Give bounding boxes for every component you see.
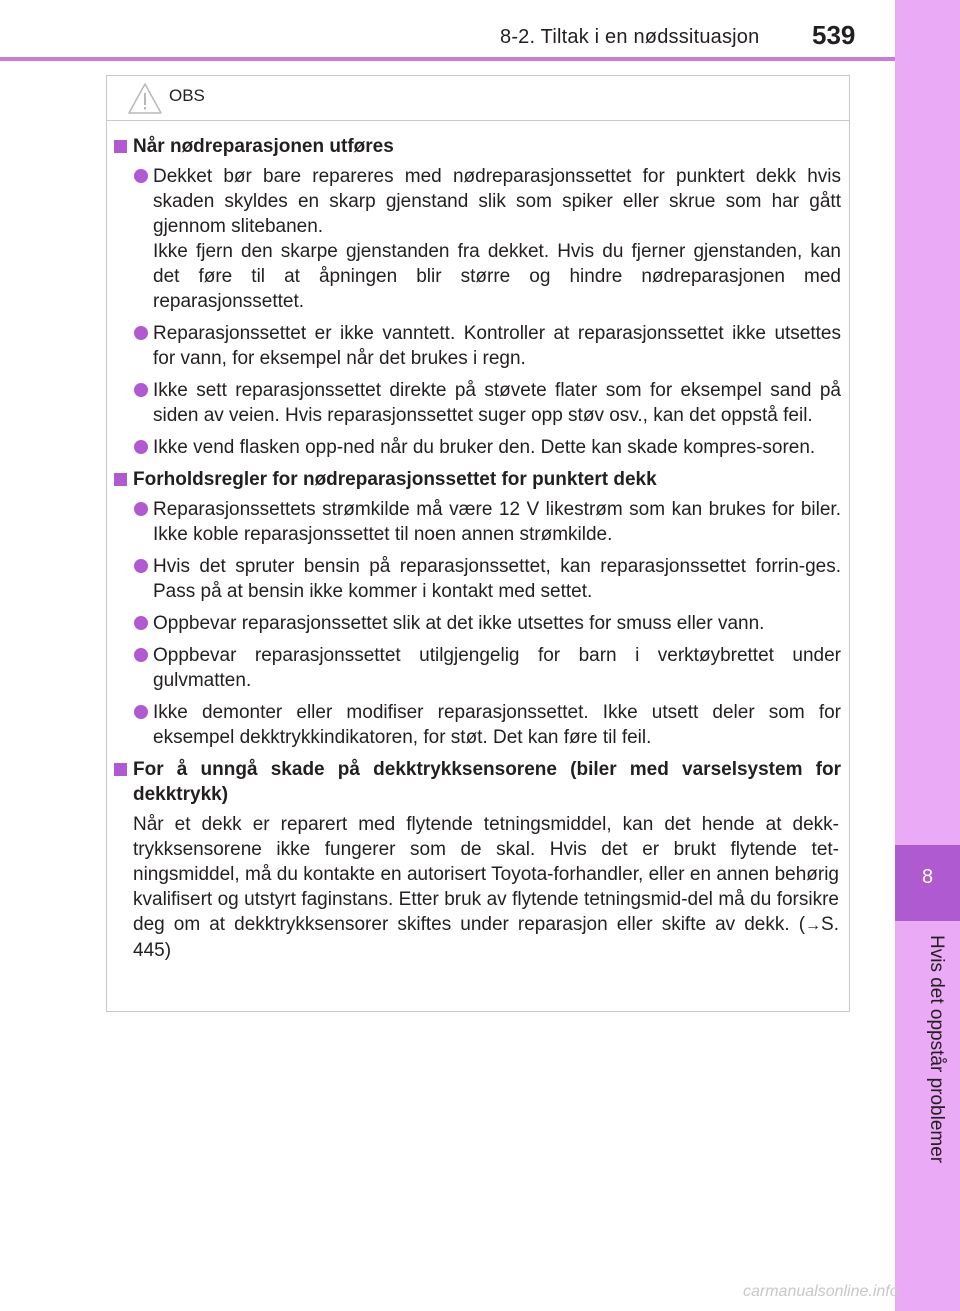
round-bullet-icon (134, 440, 148, 454)
section-heading: Forholdsregler for nødreparasjonssettet for punktert dekk (107, 467, 849, 492)
bullet-item (107, 643, 849, 693)
round-bullet-icon (134, 169, 148, 183)
round-bullet-icon (134, 559, 148, 573)
bullet-item (107, 321, 849, 371)
round-bullet-icon (134, 705, 148, 719)
bullet-text: Reparasjonssettets strømkilde må være 12 V likestrøm som kan brukes for biler. Ikke koble reparasjonssettet til noen annen strømkilde. (153, 499, 841, 545)
chapter-number: 8 (921, 866, 934, 888)
warning-triangle-icon (127, 82, 163, 115)
page-number: 539 (812, 20, 856, 50)
bullet-text: Dekket bør bare repareres med nødreparasjonssettet for punktert dekk hvis skaden skyldes en skarp gjenstand slik som spiker eller skrue som har gått gjennom slitebanen. (153, 166, 841, 237)
notice-header (107, 76, 849, 121)
notice-box (106, 75, 850, 1012)
bullet-text: Ikke fjern den skarpe gjenstanden fra dekket. Hvis du fjerner gjenstanden, kan det føre til at åpningen blir større og hindre nødreparasjonen med reparasjonssettet. (153, 241, 841, 312)
watermark: carmanualsonline.info (743, 1283, 899, 1300)
square-bullet-icon (114, 473, 127, 486)
bullet-item (107, 164, 849, 314)
square-bullet-icon (114, 140, 127, 153)
notice-label: OBS (169, 86, 205, 105)
bullet-text: Ikke sett reparasjonssettet direkte på støvete flater som for eksempel sand på siden av veien. Hvis reparasjonssettet suger opp støv osv., kan det oppstå feil. (153, 380, 841, 426)
reference-arrow-icon: → (805, 917, 822, 934)
bullet-text: Hvis det spruter bensin på reparasjonssettet, kan reparasjonssettet forrin-ges. Pass på at bensin ikke kommer i kontakt med settet. (153, 556, 841, 602)
bullet-text: Oppbevar reparasjonssettet slik at det ikke utsettes for smuss eller vann. (153, 613, 765, 634)
section-title: 8-2. Tiltak i en nødssituasjon (500, 26, 760, 48)
bullet-item (107, 700, 849, 750)
bullet-item (107, 611, 849, 636)
round-bullet-icon (134, 326, 148, 340)
page-reference-link[interactable]: S. 445) (133, 914, 839, 961)
header-rule (0, 57, 895, 61)
bullet-item (107, 554, 849, 604)
bullet-text: Reparasjonssettet er ikke vanntett. Kontroller at reparasjonssettet ikke utsettes for vann, for eksempel når det brukes i regn. (153, 323, 841, 369)
chapter-title: Hvis det oppstår problemer (926, 935, 947, 1164)
round-bullet-icon (134, 383, 148, 397)
section-heading: For å unngå skade på dekktrykksensorene (biler med varselsystem for dekktrykk) (107, 757, 849, 807)
round-bullet-icon (134, 502, 148, 516)
bullet-item (107, 435, 849, 460)
bullet-text: Ikke demonter eller modifiser reparasjonssettet. Ikke utsett deler som for eksempel dekktrykkindikatoren, for støt. Det kan føre til feil. (153, 702, 841, 748)
bullet-item (107, 378, 849, 428)
notice-content (107, 134, 849, 963)
square-bullet-icon (114, 763, 127, 776)
bullet-text: Oppbevar reparasjonssettet utilgjengelig for barn i verktøybrettet under gulvmatten. (153, 645, 841, 691)
bullet-text: Ikke vend flasken opp-ned når du bruker den. Dette kan skade kompres-soren. (153, 437, 816, 458)
bullet-item (107, 497, 849, 547)
round-bullet-icon (134, 648, 148, 662)
round-bullet-icon (134, 616, 148, 630)
section-heading: Når nødreparasjonen utføres (107, 134, 849, 159)
section-paragraph: Når et dekk er reparert med flytende tetningsmiddel, kan det hende at dekk-trykksensorene ikke fungerer som de skal. Hvis det er brukt flytende tet-ningsmiddel, må du kontakte en autorisert Toyota-forhandler, eller en annen behørig kvalifisert og utstyrt faginstans. Etter bruk av flytende tetningsmid-del må du forsikre deg om at dekktrykksensorer skiftes under reparasjon eller skifte av dekk. (→S. 445) (133, 814, 839, 961)
